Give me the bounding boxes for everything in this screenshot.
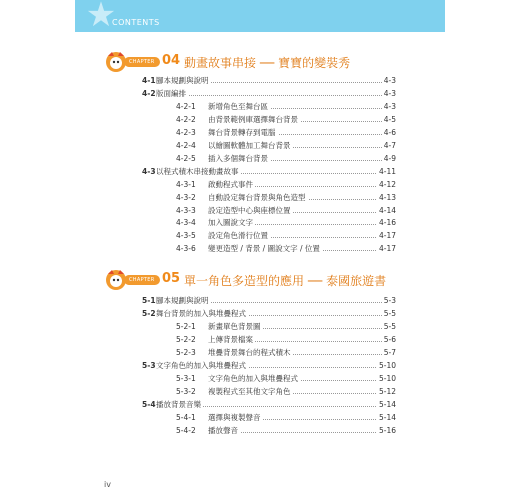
toc-entry-page: 4-5 — [383, 114, 396, 124]
toc-entry-title: 文字角色的加入與堆疊程式 — [208, 373, 298, 383]
toc-subsection-row[interactable] — [176, 373, 396, 385]
toc-entry-title: 複製程式至其他文字角色 — [208, 386, 291, 396]
toc-entry-title: 版面編排 — [156, 88, 186, 98]
toc-entry-title: 自動設定舞台背景與角色造型 — [208, 192, 306, 202]
toc-entry-title: 新畫單色背景圖 — [208, 321, 261, 331]
toc-entry-number: 5-4-2 — [176, 425, 196, 435]
toc-subsection-row[interactable] — [176, 153, 396, 165]
toc-entry-title: 加入圖說文字 — [208, 218, 253, 228]
chapter-number: 05 — [162, 271, 181, 286]
toc-leader-dots — [156, 95, 382, 96]
toc-subsection-row[interactable] — [176, 386, 396, 398]
toc-entry-number: 4-2-5 — [176, 153, 196, 163]
chapter-badge-label: CHAPTER — [129, 59, 155, 65]
toc-entry-page: 4-9 — [383, 153, 396, 163]
toc-entry-page: 4-3 — [383, 76, 396, 85]
toc-entry-number: 4-3-4 — [176, 218, 196, 228]
toc-entry-title: 舞台背景轉存到電腦 — [208, 127, 276, 137]
toc-entry-page: 5-10 — [378, 373, 396, 383]
toc-entry-number: 5-2-3 — [176, 347, 196, 357]
toc-entry-page: 5-16 — [378, 425, 396, 435]
toc-entry-title: 啟動程式事件 — [208, 179, 253, 189]
toc-entry-page: 5-6 — [383, 334, 396, 344]
toc-section-row[interactable] — [142, 88, 396, 100]
toc-subsection-row[interactable] — [176, 205, 396, 217]
toc-section-row[interactable] — [142, 399, 396, 411]
toc-subsection-row[interactable] — [176, 114, 396, 126]
toc-section-row[interactable] — [142, 75, 396, 87]
toc-entry-number: 4-3 — [142, 166, 156, 176]
toc-entry-number: 4-3-5 — [176, 231, 196, 241]
toc-entry-page: 4-12 — [378, 179, 396, 189]
toc-entry-title: 設定角色滑行位置 — [208, 231, 268, 241]
toc-entry-page: 5-14 — [378, 399, 396, 409]
toc-entry-title: 選擇與複製聲音 — [208, 412, 261, 422]
toc-entry-page: 5-5 — [383, 308, 396, 318]
toc-subsection-row[interactable] — [176, 101, 396, 113]
toc-subsection-row[interactable] — [176, 217, 396, 229]
toc-entry-title: 新增角色至舞台區 — [208, 101, 268, 111]
toc-entry-page: 4-16 — [378, 218, 396, 228]
chapter-number: 04 — [162, 53, 181, 68]
toc-entry-number: 5-2-1 — [176, 321, 196, 331]
toc-entry-page: 5-7 — [383, 347, 396, 357]
toc-entry-title: 由背景範例庫選擇舞台背景 — [208, 114, 298, 124]
toc-entry-page: 4-14 — [378, 205, 396, 215]
toc-subsection-row[interactable] — [176, 140, 396, 152]
toc-entry-number: 4-2-3 — [176, 127, 196, 137]
toc-entry-title: 腳本規劃與說明 — [156, 76, 209, 85]
toc-entry-title: 播放聲音 — [208, 425, 238, 435]
toc-entry-page: 4-3 — [383, 101, 396, 111]
toc-entry-page: 5-12 — [378, 386, 396, 396]
chapter-title: 動畫故事串接 ── 寶寶的變裝秀 — [184, 56, 351, 70]
toc-entry-title: 文字角色的加入與堆疊程式 — [156, 360, 246, 370]
toc-entry-title: 舞台背景的加入與堆疊程式 — [156, 308, 246, 318]
toc-entry-number: 5-3-1 — [176, 373, 196, 383]
toc-entry-number: 5-4-1 — [176, 412, 196, 422]
toc-subsection-row[interactable] — [176, 425, 396, 437]
toc-entry-page: 5-3 — [383, 296, 396, 305]
chapter-title: 單一角色多造型的應用 ── 泰國旅遊書 — [184, 274, 387, 288]
toc-entry-number: 5-4 — [142, 399, 156, 409]
toc-entry-page: 5-10 — [378, 360, 396, 370]
toc-entry-title: 變更造型 / 背景 / 圖說文字 / 位置 — [208, 244, 320, 254]
toc-entry-page: 4-17 — [378, 231, 396, 241]
toc-entry-number: 4-3-1 — [176, 179, 196, 189]
toc-subsection-row[interactable] — [176, 347, 396, 359]
header-band — [75, 0, 445, 35]
page-number: iv — [104, 480, 111, 489]
toc-entry-title: 設定造型中心與座標位置 — [208, 205, 291, 215]
chapter-badge-label: CHAPTER — [129, 277, 155, 283]
toc-entry-title: 以程式積木串接動畫故事 — [156, 166, 239, 176]
toc-entry-number: 4-2-2 — [176, 114, 196, 124]
toc-section-row[interactable] — [142, 308, 396, 320]
toc-entry-page: 4-11 — [378, 166, 396, 176]
toc-entry-number: 4-3-3 — [176, 205, 196, 215]
toc-entry-page: 4-13 — [378, 192, 396, 202]
toc-entry-title: 腳本規劃與說明 — [156, 296, 209, 305]
toc-entry-title: 上傳背景檔案 — [208, 334, 253, 344]
toc-entry-number: 5-3 — [142, 360, 156, 370]
toc-entry-page: 4-17 — [378, 244, 396, 254]
toc-entry-number: 5-2 — [142, 308, 156, 318]
toc-entry-number: 5-2-2 — [176, 334, 196, 344]
toc-entry-page: 5-14 — [378, 412, 396, 422]
toc-entry-page: 4-3 — [383, 88, 396, 98]
toc-section-row[interactable] — [142, 166, 396, 178]
contents-label: CONTENTS — [112, 18, 160, 27]
chapter-heading — [104, 50, 444, 74]
toc-entry-title: 以繪圖軟體加工舞台背景 — [208, 140, 291, 150]
toc-entry-number: 4-2 — [142, 88, 156, 98]
toc-entry-number: 4-2-4 — [176, 140, 196, 150]
toc-entry-number: 4-3-6 — [176, 244, 196, 254]
toc-entry-page: 4-7 — [383, 140, 396, 150]
toc-subsection-row[interactable] — [176, 243, 396, 255]
toc-entry-title: 堆疊背景舞台的程式積木 — [208, 347, 291, 357]
toc-section-row[interactable] — [142, 360, 396, 372]
toc-subsection-row[interactable] — [176, 192, 396, 204]
toc-subsection-row[interactable] — [176, 127, 396, 139]
toc-entry-page: 5-5 — [383, 321, 396, 331]
toc-entry-title: 插入多個舞台背景 — [208, 153, 268, 163]
toc-entry-number: 5-1 — [142, 296, 156, 305]
toc-subsection-row[interactable] — [176, 334, 396, 346]
toc-entry-number: 4-1 — [142, 76, 156, 85]
toc-subsection-row[interactable] — [176, 179, 396, 191]
toc-entry-number: 4-3-2 — [176, 192, 196, 202]
toc-section-row[interactable] — [142, 295, 396, 307]
toc-entry-number: 5-3-2 — [176, 386, 196, 396]
star-icon: ★ — [85, 0, 117, 35]
toc-entry-page: 4-6 — [383, 127, 396, 137]
toc-entry-number: 4-2-1 — [176, 101, 196, 111]
toc-subsection-row[interactable] — [176, 321, 396, 333]
toc-subsection-row[interactable] — [176, 412, 396, 424]
toc-subsection-row[interactable] — [176, 230, 396, 242]
chapter-heading — [104, 268, 444, 292]
toc-entry-title: 播放背景音樂 — [156, 399, 201, 409]
